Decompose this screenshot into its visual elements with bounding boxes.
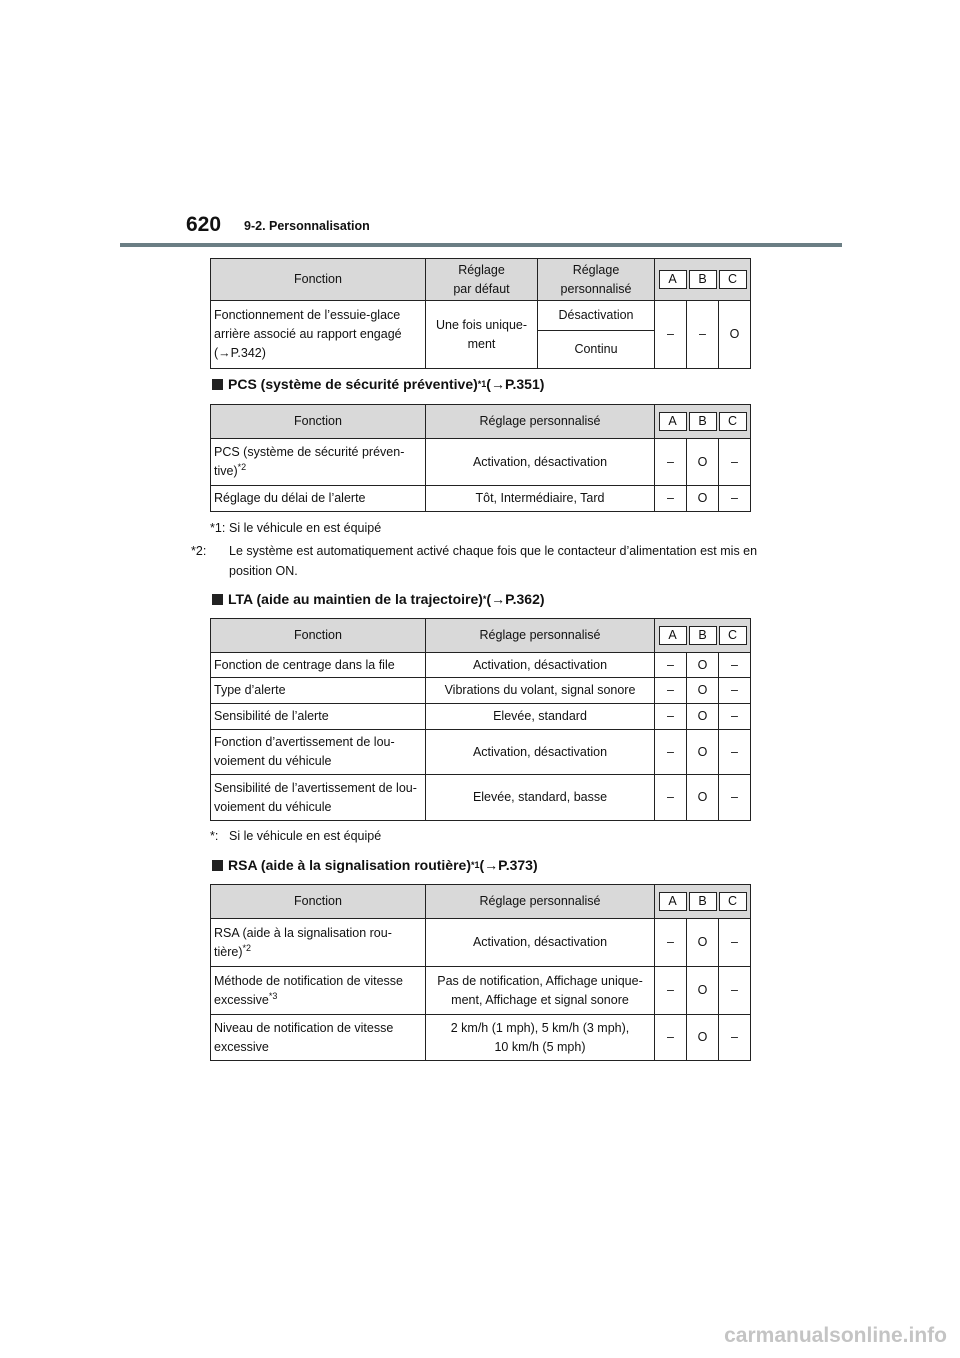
box-c: C	[719, 412, 747, 431]
row-b: O	[687, 653, 719, 678]
row-function: Niveau de notification de vitesse excessive	[211, 1015, 426, 1061]
row-c: –	[719, 678, 751, 704]
row-a: –	[655, 486, 687, 512]
row-b: O	[687, 439, 719, 486]
chapter-title: 9-2. Personnalisation	[244, 219, 370, 233]
col-abc	[655, 405, 751, 439]
row-setting: Elevée, standard	[426, 704, 655, 730]
box-c: C	[719, 626, 747, 645]
col-abc	[655, 259, 751, 301]
row-a: –	[655, 730, 687, 775]
table-row	[211, 678, 751, 704]
row-a: –	[655, 439, 687, 486]
row-setting: 2 km/h (1 mph), 5 km/h (3 mph), 10 km/h (5 mph)	[426, 1015, 655, 1061]
col-function: Fonction	[211, 405, 426, 439]
box-a: A	[659, 412, 687, 431]
wiper-option-2: Continu	[538, 331, 655, 369]
wiper-option-1: Désactivation	[538, 301, 655, 331]
row-function: Sensibilité de l’avertissement de lou- voiement du véhicule	[211, 775, 426, 821]
row-c: –	[719, 1015, 751, 1061]
table-row	[211, 967, 751, 1015]
box-b: B	[689, 626, 717, 645]
row-c: –	[719, 730, 751, 775]
col-abc	[655, 885, 751, 919]
row-b: O	[687, 919, 719, 967]
wiper-function: Fonctionnement de l’essuie-glace arrière associé au rapport engagé (→P.342)	[211, 301, 426, 369]
row-a: –	[655, 919, 687, 967]
row-c: –	[719, 486, 751, 512]
row-a: –	[655, 653, 687, 678]
lta-footnote: *: Si le véhicule en est équipé	[210, 829, 382, 843]
col-abc	[655, 619, 751, 653]
row-function: Sensibilité de l’alerte	[211, 704, 426, 730]
row-a: –	[655, 704, 687, 730]
wiper-default: Une fois unique- ment	[426, 301, 538, 369]
box-c: C	[719, 892, 747, 911]
row-c: –	[719, 967, 751, 1015]
box-b: B	[689, 270, 717, 289]
row-function: PCS (système de sécurité préven- tive)$^{*2}$	[211, 439, 426, 486]
row-function: RSA (aide à la signalisation rou- tière)$^{*2}$	[211, 919, 426, 967]
table-row	[211, 1015, 751, 1061]
row-setting: Activation, désactivation	[426, 439, 655, 486]
row-b: O	[687, 1015, 719, 1061]
col-default: Réglage par défaut	[426, 259, 538, 301]
row-c: –	[719, 704, 751, 730]
col-custom: Réglage personnalisé	[426, 619, 655, 653]
row-setting: Vibrations du volant, signal sonore	[426, 678, 655, 704]
rsa-section-title: RSA (aide à la signalisation routière) *1 (→P.373)	[212, 857, 538, 873]
watermark: carmanualsonline.info	[724, 1324, 947, 1347]
row-c: –	[719, 919, 751, 967]
pcs-section-title: PCS (système de sécurité préventive) *1 (→P.351)	[212, 376, 544, 392]
row-c: –	[719, 775, 751, 821]
pcs-footnote-1: *1: Si le véhicule en est équipé	[210, 521, 382, 535]
page-number: 620	[186, 213, 222, 236]
lta-table	[210, 618, 751, 821]
row-setting: Elevée, standard, basse	[426, 775, 655, 821]
table-row	[211, 704, 751, 730]
row-function: Fonction d’avertissement de lou- voiement du véhicule	[211, 730, 426, 775]
row-c: –	[719, 653, 751, 678]
rsa-table	[210, 884, 751, 1061]
bullet-square-icon	[212, 860, 223, 871]
box-b: B	[689, 892, 717, 911]
table-row	[211, 486, 751, 512]
row-setting: Activation, désactivation	[426, 919, 655, 967]
row-setting: Tôt, Intermédiaire, Tard	[426, 486, 655, 512]
box-c: C	[719, 270, 747, 289]
box-a: A	[659, 892, 687, 911]
pcs-table	[210, 404, 751, 512]
box-a: A	[659, 270, 687, 289]
col-custom: Réglage personnalisé	[538, 259, 655, 301]
row-a: –	[655, 775, 687, 821]
wiper-b: –	[687, 301, 719, 369]
table-row	[211, 775, 751, 821]
row-setting: Activation, désactivation	[426, 653, 655, 678]
row-b: O	[687, 486, 719, 512]
box-b: B	[689, 412, 717, 431]
table-row	[211, 730, 751, 775]
wiper-table	[210, 258, 751, 369]
lta-section-title: LTA (aide au maintien de la trajectoire) * (→P.362)	[212, 591, 545, 607]
row-b: O	[687, 730, 719, 775]
col-function: Fonction	[211, 885, 426, 919]
row-function: Fonction de centrage dans la file	[211, 653, 426, 678]
wiper-a: –	[655, 301, 687, 369]
row-b: O	[687, 678, 719, 704]
row-a: –	[655, 678, 687, 704]
row-b: O	[687, 704, 719, 730]
row-c: –	[719, 439, 751, 486]
col-custom: Réglage personnalisé	[426, 885, 655, 919]
pcs-footnote-2: *2: Le système est automatiquement activé chaque fois que le contacteur d’alimentation est mis en position ON.	[191, 544, 758, 578]
row-function: Type d’alerte	[211, 678, 426, 704]
wiper-c: O	[719, 301, 751, 369]
table-row	[211, 919, 751, 967]
box-a: A	[659, 626, 687, 645]
row-a: –	[655, 967, 687, 1015]
table-row	[211, 439, 751, 486]
row-setting: Activation, désactivation	[426, 730, 655, 775]
col-custom: Réglage personnalisé	[426, 405, 655, 439]
bullet-square-icon	[212, 594, 223, 605]
row-function: Réglage du délai de l’alerte	[211, 486, 426, 512]
row-setting: Pas de notification, Affichage unique- ment, Affichage et signal sonore	[426, 967, 655, 1015]
table-row	[211, 653, 751, 678]
col-function: Fonction	[211, 619, 426, 653]
row-b: O	[687, 967, 719, 1015]
row-a: –	[655, 1015, 687, 1061]
header-rule	[120, 243, 842, 247]
bullet-square-icon	[212, 379, 223, 390]
row-function: Méthode de notification de vitesse excessive$^{*3}$	[211, 967, 426, 1015]
row-b: O	[687, 775, 719, 821]
col-function: Fonction	[211, 259, 426, 301]
